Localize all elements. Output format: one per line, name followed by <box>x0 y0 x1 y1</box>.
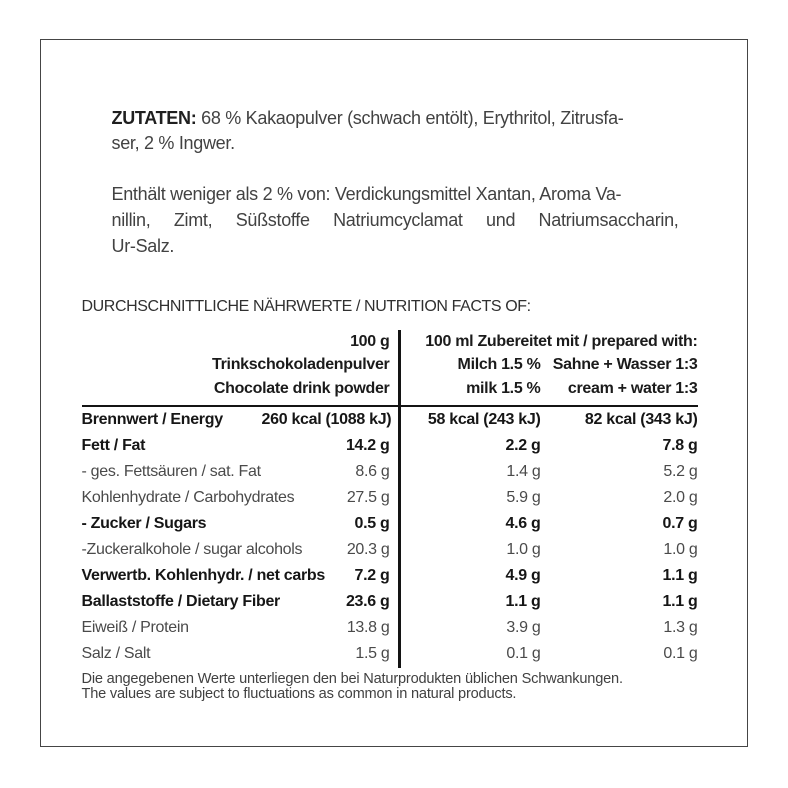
ingredients-paragraph <box>112 106 679 158</box>
footnote-line-en: The values are subject to fluctuations as common in natural products. <box>81 686 517 703</box>
header-col-100g: 100 g Trinkschokoladenpulver Chocolate drink powder <box>212 332 390 397</box>
table-row-protein: Eiweiß / Protein 13.8 g 3.9 g 1.3 g <box>81 619 698 636</box>
contains-line1: Enthält weniger als 2 % von: Verdickungsmittel Xantan, Aroma Va- <box>111 184 622 205</box>
nutrition-table-body <box>82 407 698 667</box>
ingredients-section <box>112 106 679 260</box>
ingredients-heading: ZUTATEN: <box>111 107 197 128</box>
nutrition-table-title: DURCHSCHNITTLICHE NÄHRWERTE / NUTRITION FACTS OF: <box>81 297 531 315</box>
table-row-net-carbs: Verwertb. Kohlenhydr. / net carbs 7.2 g 4.9 g 1.1 g <box>81 567 698 584</box>
table-row-carbohydrates: Kohlenhydrate / Carbohydrates 27.5 g 5.9 g 2.0 g <box>81 489 698 506</box>
footnote-line-de: Die angegebenen Werte unterliegen den bei Naturprodukten üblichen Schwankungen. <box>81 671 623 687</box>
nutrition-table <box>82 297 698 703</box>
table-column-divider-line <box>398 330 401 668</box>
table-row-energy: Brennwert / Energy 260 kcal (1088 kJ) 58 kcal (243 kJ) 82 kcal (343 kJ) <box>81 411 698 428</box>
ingredients-line1: 68 % Kakaopulver (schwach entölt), Erythritol, Zitrusfa- <box>196 107 624 128</box>
header-col-prepared <box>399 330 698 401</box>
label-border-frame <box>40 39 748 747</box>
header-col-milk: Milch 1.5 % <box>457 356 541 373</box>
contains-less-paragraph <box>112 182 679 259</box>
contains-line2: nillin, Zimt, Süßstoffe Natriumcyclamat und Natriumsaccharin, <box>111 209 679 230</box>
header-col-milk-en: milk 1.5 % <box>466 379 541 397</box>
header-col-cream: Sahne + Wasser 1:3 <box>552 356 698 373</box>
header-prepared-title: 100 ml Zubereitet mit / prepared with: <box>425 332 698 350</box>
table-row-salt: Salz / Salt 1.5 g 0.1 g 0.1 g <box>81 645 698 662</box>
table-row-fat: Fett / Fat 14.2 g 2.2 g 7.8 g <box>81 437 698 454</box>
table-row-sugars: - Zucker / Sugars 0.5 g 4.6 g 0.7 g <box>81 515 698 532</box>
header-col-cream-en: cream + water 1:3 <box>567 379 698 397</box>
contains-line3: Ur-Salz. <box>111 235 175 256</box>
ingredients-line2: ser, 2 % Ingwer. <box>111 133 235 154</box>
table-row-dietary-fiber: Ballaststoffe / Dietary Fiber 23.6 g 1.1 g 1.1 g <box>81 593 698 610</box>
table-row-sugar-alcohols: -Zuckeralkohole / sugar alcohols 20.3 g 1.0 g 1.0 g <box>81 541 698 558</box>
fluctuation-footnote <box>82 672 698 703</box>
table-row-saturated-fat: - ges. Fettsäuren / sat. Fat 8.6 g 1.4 g 5.2 g <box>81 463 698 480</box>
nutrition-table-header <box>82 330 698 408</box>
